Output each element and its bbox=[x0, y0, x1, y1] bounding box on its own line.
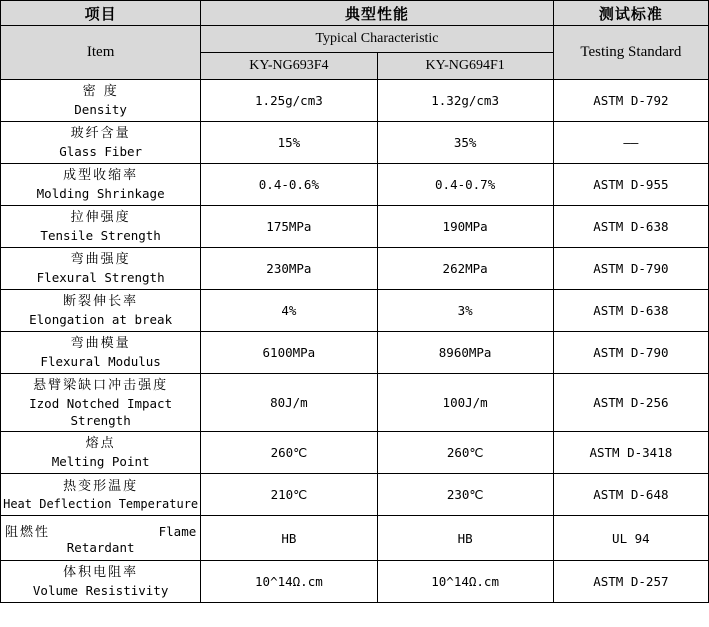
value-grade-a: 80J/m bbox=[201, 374, 377, 432]
item-label-en: Izod Notched Impact Strength bbox=[29, 395, 173, 428]
testing-standard: ASTM D-638 bbox=[553, 206, 708, 248]
item-label bbox=[1, 248, 201, 290]
item-label bbox=[1, 206, 201, 248]
item-label-en: Melting Point bbox=[51, 454, 150, 469]
testing-standard: —— bbox=[553, 122, 708, 164]
table-header-row-1 bbox=[1, 1, 709, 26]
table-row bbox=[1, 374, 709, 432]
value-grade-a: 15% bbox=[201, 122, 377, 164]
item-label-cn: 弯曲模量 bbox=[70, 336, 131, 351]
value-grade-b: 262MPa bbox=[377, 248, 553, 290]
value-grade-a: HB bbox=[201, 516, 377, 561]
value-grade-b: 100J/m bbox=[377, 374, 553, 432]
item-label bbox=[1, 516, 201, 561]
table-row bbox=[1, 332, 709, 374]
testing-standard: ASTM D-256 bbox=[553, 374, 708, 432]
value-grade-a: 210℃ bbox=[201, 474, 377, 516]
table-row bbox=[1, 290, 709, 332]
value-grade-b: 0.4-0.7% bbox=[377, 164, 553, 206]
value-grade-b: 1.32g/cm3 bbox=[377, 80, 553, 122]
header-grade-b: KY-NG694F1 bbox=[377, 53, 553, 80]
value-grade-b: 3% bbox=[377, 290, 553, 332]
value-grade-a: 230MPa bbox=[201, 248, 377, 290]
item-label-en: Flame bbox=[158, 524, 197, 539]
header-characteristic-en: Typical Characteristic bbox=[201, 26, 553, 53]
table-row bbox=[1, 206, 709, 248]
item-label-cn: 拉伸强度 bbox=[70, 210, 131, 225]
testing-standard: ASTM D-955 bbox=[553, 164, 708, 206]
value-grade-a: 10^14Ω.cm bbox=[201, 561, 377, 603]
item-label-en: Density bbox=[74, 102, 127, 117]
item-label-en: Flexural Modulus bbox=[40, 354, 161, 369]
value-grade-b: 8960MPa bbox=[377, 332, 553, 374]
table-row bbox=[1, 432, 709, 474]
testing-standard: ASTM D-638 bbox=[553, 290, 708, 332]
item-label bbox=[1, 290, 201, 332]
item-label-en: Molding Shrinkage bbox=[36, 186, 165, 201]
header-standard-cn: 测试标准 bbox=[553, 1, 708, 26]
value-grade-b: 230℃ bbox=[377, 474, 553, 516]
table-row bbox=[1, 122, 709, 164]
item-label bbox=[1, 164, 201, 206]
value-grade-a: 4% bbox=[201, 290, 377, 332]
value-grade-a: 175MPa bbox=[201, 206, 377, 248]
item-label-cn: 阻燃性 bbox=[5, 525, 51, 540]
value-grade-a: 0.4-0.6% bbox=[201, 164, 377, 206]
testing-standard: ASTM D-792 bbox=[553, 80, 708, 122]
header-standard-en: Testing Standard bbox=[553, 26, 708, 80]
value-grade-b: 10^14Ω.cm bbox=[377, 561, 553, 603]
item-label bbox=[1, 80, 201, 122]
value-grade-b: 35% bbox=[377, 122, 553, 164]
table-row bbox=[1, 561, 709, 603]
table-row bbox=[1, 164, 709, 206]
value-grade-a: 6100MPa bbox=[201, 332, 377, 374]
item-label-cn: 热变形温度 bbox=[63, 478, 139, 494]
item-label-cn: 悬臂梁缺口冲击强度 bbox=[33, 377, 169, 393]
testing-standard: ASTM D-257 bbox=[553, 561, 708, 603]
item-label-cn: 断裂伸长率 bbox=[63, 294, 139, 309]
testing-standard: ASTM D-3418 bbox=[553, 432, 708, 474]
item-label-en: Volume Resistivity bbox=[32, 583, 169, 598]
value-grade-a: 260℃ bbox=[201, 432, 377, 474]
item-label-cn: 玻纤含量 bbox=[70, 126, 131, 141]
item-label bbox=[1, 122, 201, 164]
item-label bbox=[1, 432, 201, 474]
value-grade-b: 190MPa bbox=[377, 206, 553, 248]
item-label bbox=[1, 474, 201, 516]
item-label-cn: 密 度 bbox=[82, 84, 119, 99]
item-label bbox=[1, 332, 201, 374]
header-characteristic-cn: 典型性能 bbox=[201, 1, 553, 26]
header-grade-a: KY-NG693F4 bbox=[201, 53, 377, 80]
table-header-row-2 bbox=[1, 26, 709, 53]
table-row bbox=[1, 516, 709, 561]
item-label-en: Heat Deflection Temperature bbox=[3, 496, 199, 511]
table-row bbox=[1, 474, 709, 516]
item-label bbox=[1, 561, 201, 603]
testing-standard: ASTM D-648 bbox=[553, 474, 708, 516]
header-item-cn: 项目 bbox=[1, 1, 201, 26]
item-label-en-2: Retardant bbox=[66, 540, 135, 555]
testing-standard: ASTM D-790 bbox=[553, 332, 708, 374]
item-label-cn: 体积电阻率 bbox=[63, 565, 139, 580]
item-label-en: Glass Fiber bbox=[59, 144, 143, 159]
table-row bbox=[1, 80, 709, 122]
item-label-en: Tensile Strength bbox=[40, 228, 161, 243]
testing-standard: UL 94 bbox=[553, 516, 708, 561]
value-grade-b: 260℃ bbox=[377, 432, 553, 474]
testing-standard: ASTM D-790 bbox=[553, 248, 708, 290]
item-label-cn: 弯曲强度 bbox=[70, 252, 131, 267]
value-grade-b: HB bbox=[377, 516, 553, 561]
item-label-cn: 成型收缩率 bbox=[63, 168, 139, 183]
item-label bbox=[1, 374, 201, 432]
value-grade-a: 1.25g/cm3 bbox=[201, 80, 377, 122]
item-label-en: Elongation at break bbox=[29, 312, 173, 327]
header-item-en: Item bbox=[1, 26, 201, 80]
item-label-cn: 熔点 bbox=[85, 436, 116, 451]
item-label-en: Flexural Strength bbox=[36, 270, 165, 285]
table-row bbox=[1, 248, 709, 290]
